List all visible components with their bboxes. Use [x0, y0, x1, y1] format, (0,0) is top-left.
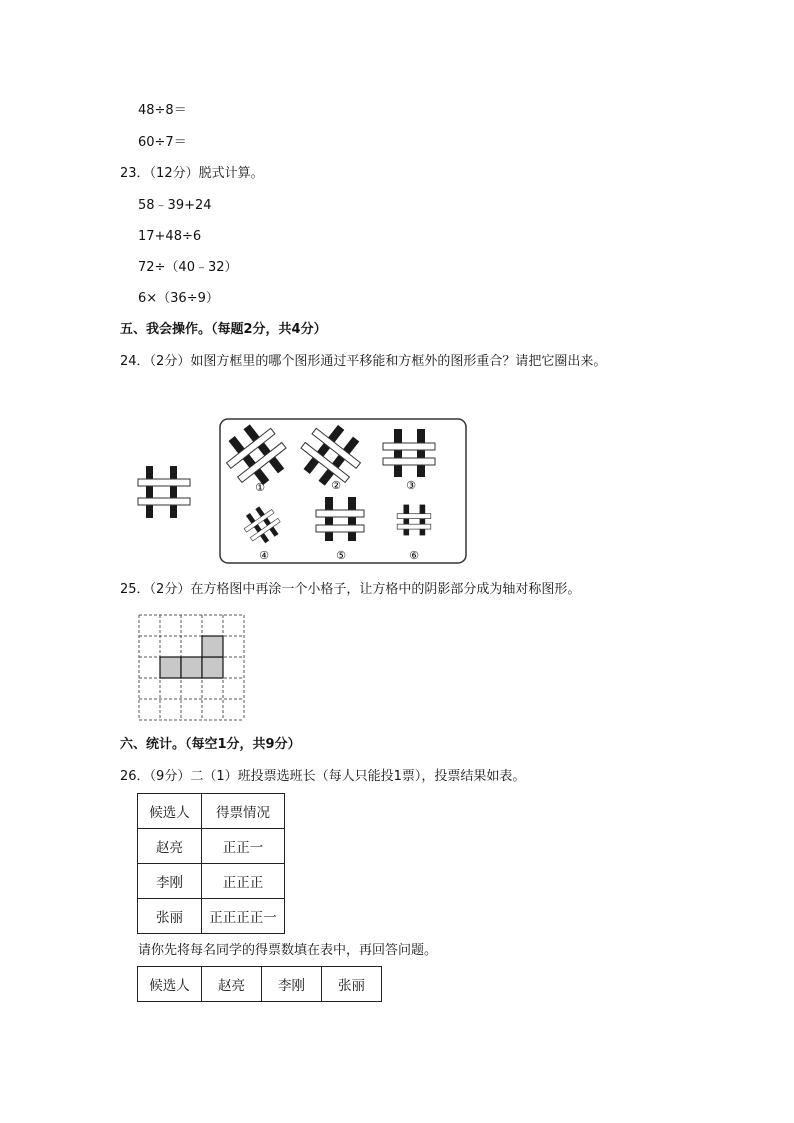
tally-marks: 正正正: [202, 864, 285, 899]
shaded-cell: [160, 657, 181, 678]
tally-header-votes: 得票情况: [202, 794, 285, 829]
candidate-name: 张丽: [138, 899, 202, 934]
dashed-grid: [138, 614, 246, 722]
q23-item-4: 6×（36÷9）: [138, 291, 219, 306]
count-header-zhaoliang: 赵亮: [202, 967, 262, 1002]
option-5-label: ⑤: [336, 549, 346, 562]
option-1-label: ①: [255, 481, 265, 494]
table-row: [138, 899, 285, 934]
tally-marks: 正正正正一: [202, 899, 285, 934]
question-25-title: 25．（2分）在方格图中再涂一个小格子，让方格中的阴影部分成为轴对称图形。: [120, 582, 581, 597]
division-item-2: 60÷7＝: [138, 135, 187, 150]
candidate-name: 赵亮: [138, 829, 202, 864]
section-5-title: 五、我会操作。（每题2分，共4分）: [120, 322, 327, 337]
question-26-title: 26．（9分）二（1）班投票选班长（每人只能投1票），投票结果如表。: [120, 769, 526, 784]
tally-marks: 正正一: [202, 829, 285, 864]
options-frame: [218, 417, 468, 565]
division-item-1: 48÷8＝: [138, 103, 187, 118]
q23-item-3: 72÷（40﹣32）: [138, 260, 238, 275]
shaded-cell: [202, 636, 223, 657]
candidate-name: 李刚: [138, 864, 202, 899]
tally-header-candidate: 候选人: [138, 794, 202, 829]
reference-hash-figure: [136, 466, 192, 518]
table-row: [138, 829, 285, 864]
count-header-candidate: 候选人: [138, 967, 202, 1002]
q23-item-1: 58﹣39+24: [138, 198, 212, 213]
option-6-label: ⑥: [409, 549, 419, 562]
tally-table: [137, 793, 285, 934]
table-row: [138, 864, 285, 899]
shaded-cell: [181, 657, 202, 678]
option-3-label: ③: [406, 479, 416, 492]
option-4-label: ④: [259, 549, 269, 562]
option-2-label: ②: [331, 479, 341, 492]
question-24-title: 24．（2分）如图方框里的哪个图形通过平移能和方框外的图形重合？请把它圈出来。: [120, 354, 607, 369]
count-header-ligang: 李刚: [262, 967, 322, 1002]
question-23-title: 23．（12分）脱式计算。: [120, 166, 264, 181]
count-header-zhangli: 张丽: [322, 967, 382, 1002]
shaded-cell: [202, 657, 223, 678]
section-6-title: 六、统计。（每空1分，共9分）: [120, 737, 301, 752]
q26-instruction: 请你先将每名同学的得票数填在表中，再回答问题。: [138, 943, 438, 958]
q23-item-2: 17+48÷6: [138, 229, 202, 244]
vote-count-table: [137, 966, 382, 1002]
